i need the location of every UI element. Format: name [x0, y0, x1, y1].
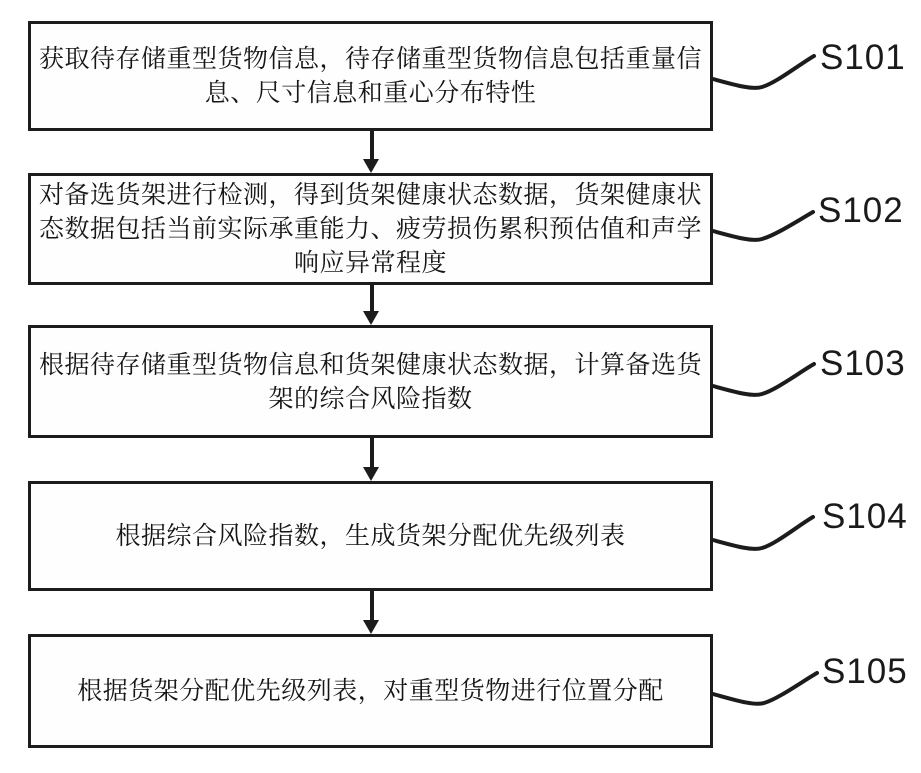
- step-text-s105: 根据货架分配优先级列表，对重型货物进行位置分配: [77, 676, 664, 705]
- step-label-s102: S102: [818, 191, 904, 230]
- down-arrow-icon-3: [363, 438, 380, 481]
- arrow-head: [363, 467, 379, 481]
- down-arrow-icon-2: [363, 285, 380, 325]
- step-label-s104: S104: [822, 497, 908, 536]
- step-text-s101: 获取待存储重型货物信息，待存储重型货物信息包括重量信息、尺寸信息和重心分布特性: [38, 44, 702, 107]
- arrow-shaft: [370, 438, 374, 469]
- down-arrow-icon-4: [363, 591, 380, 634]
- arrow-head: [363, 159, 379, 173]
- arrow-shaft: [370, 285, 374, 313]
- step-text-s102: 对备选货架进行检测，得到货架健康状态数据，货架健康状态数据包括当前实际承重能力、疲劳损伤累积预估值和声学响应异常程度: [38, 180, 702, 277]
- step-box-s104: [28, 481, 713, 591]
- connector-s102: [713, 212, 813, 240]
- arrow-shaft: [370, 591, 374, 622]
- connector-s103: [713, 364, 814, 395]
- connector-s101: [713, 56, 814, 88]
- step-text-s104: 根据综合风险指数，生成货架分配优先级列表: [115, 521, 626, 550]
- step-box-s101: [28, 21, 713, 131]
- step-text-s103: 根据待存储重型货物信息和货架健康状态数据，计算备选货架的综合风险指数: [38, 349, 702, 413]
- down-arrow-icon-1: [363, 131, 380, 173]
- step-label-s105: S105: [822, 652, 908, 691]
- arrow-shaft: [370, 131, 374, 161]
- arrow-head: [363, 311, 379, 325]
- connector-s104: [713, 517, 813, 549]
- arrow-head: [363, 620, 379, 634]
- step-box-s102: [28, 173, 713, 285]
- step-label-s103: S103: [820, 344, 906, 383]
- step-label-s101: S101: [820, 38, 906, 77]
- step-box-s103: [28, 325, 713, 438]
- step-box-s105: [28, 634, 713, 748]
- connector-s105: [713, 673, 817, 704]
